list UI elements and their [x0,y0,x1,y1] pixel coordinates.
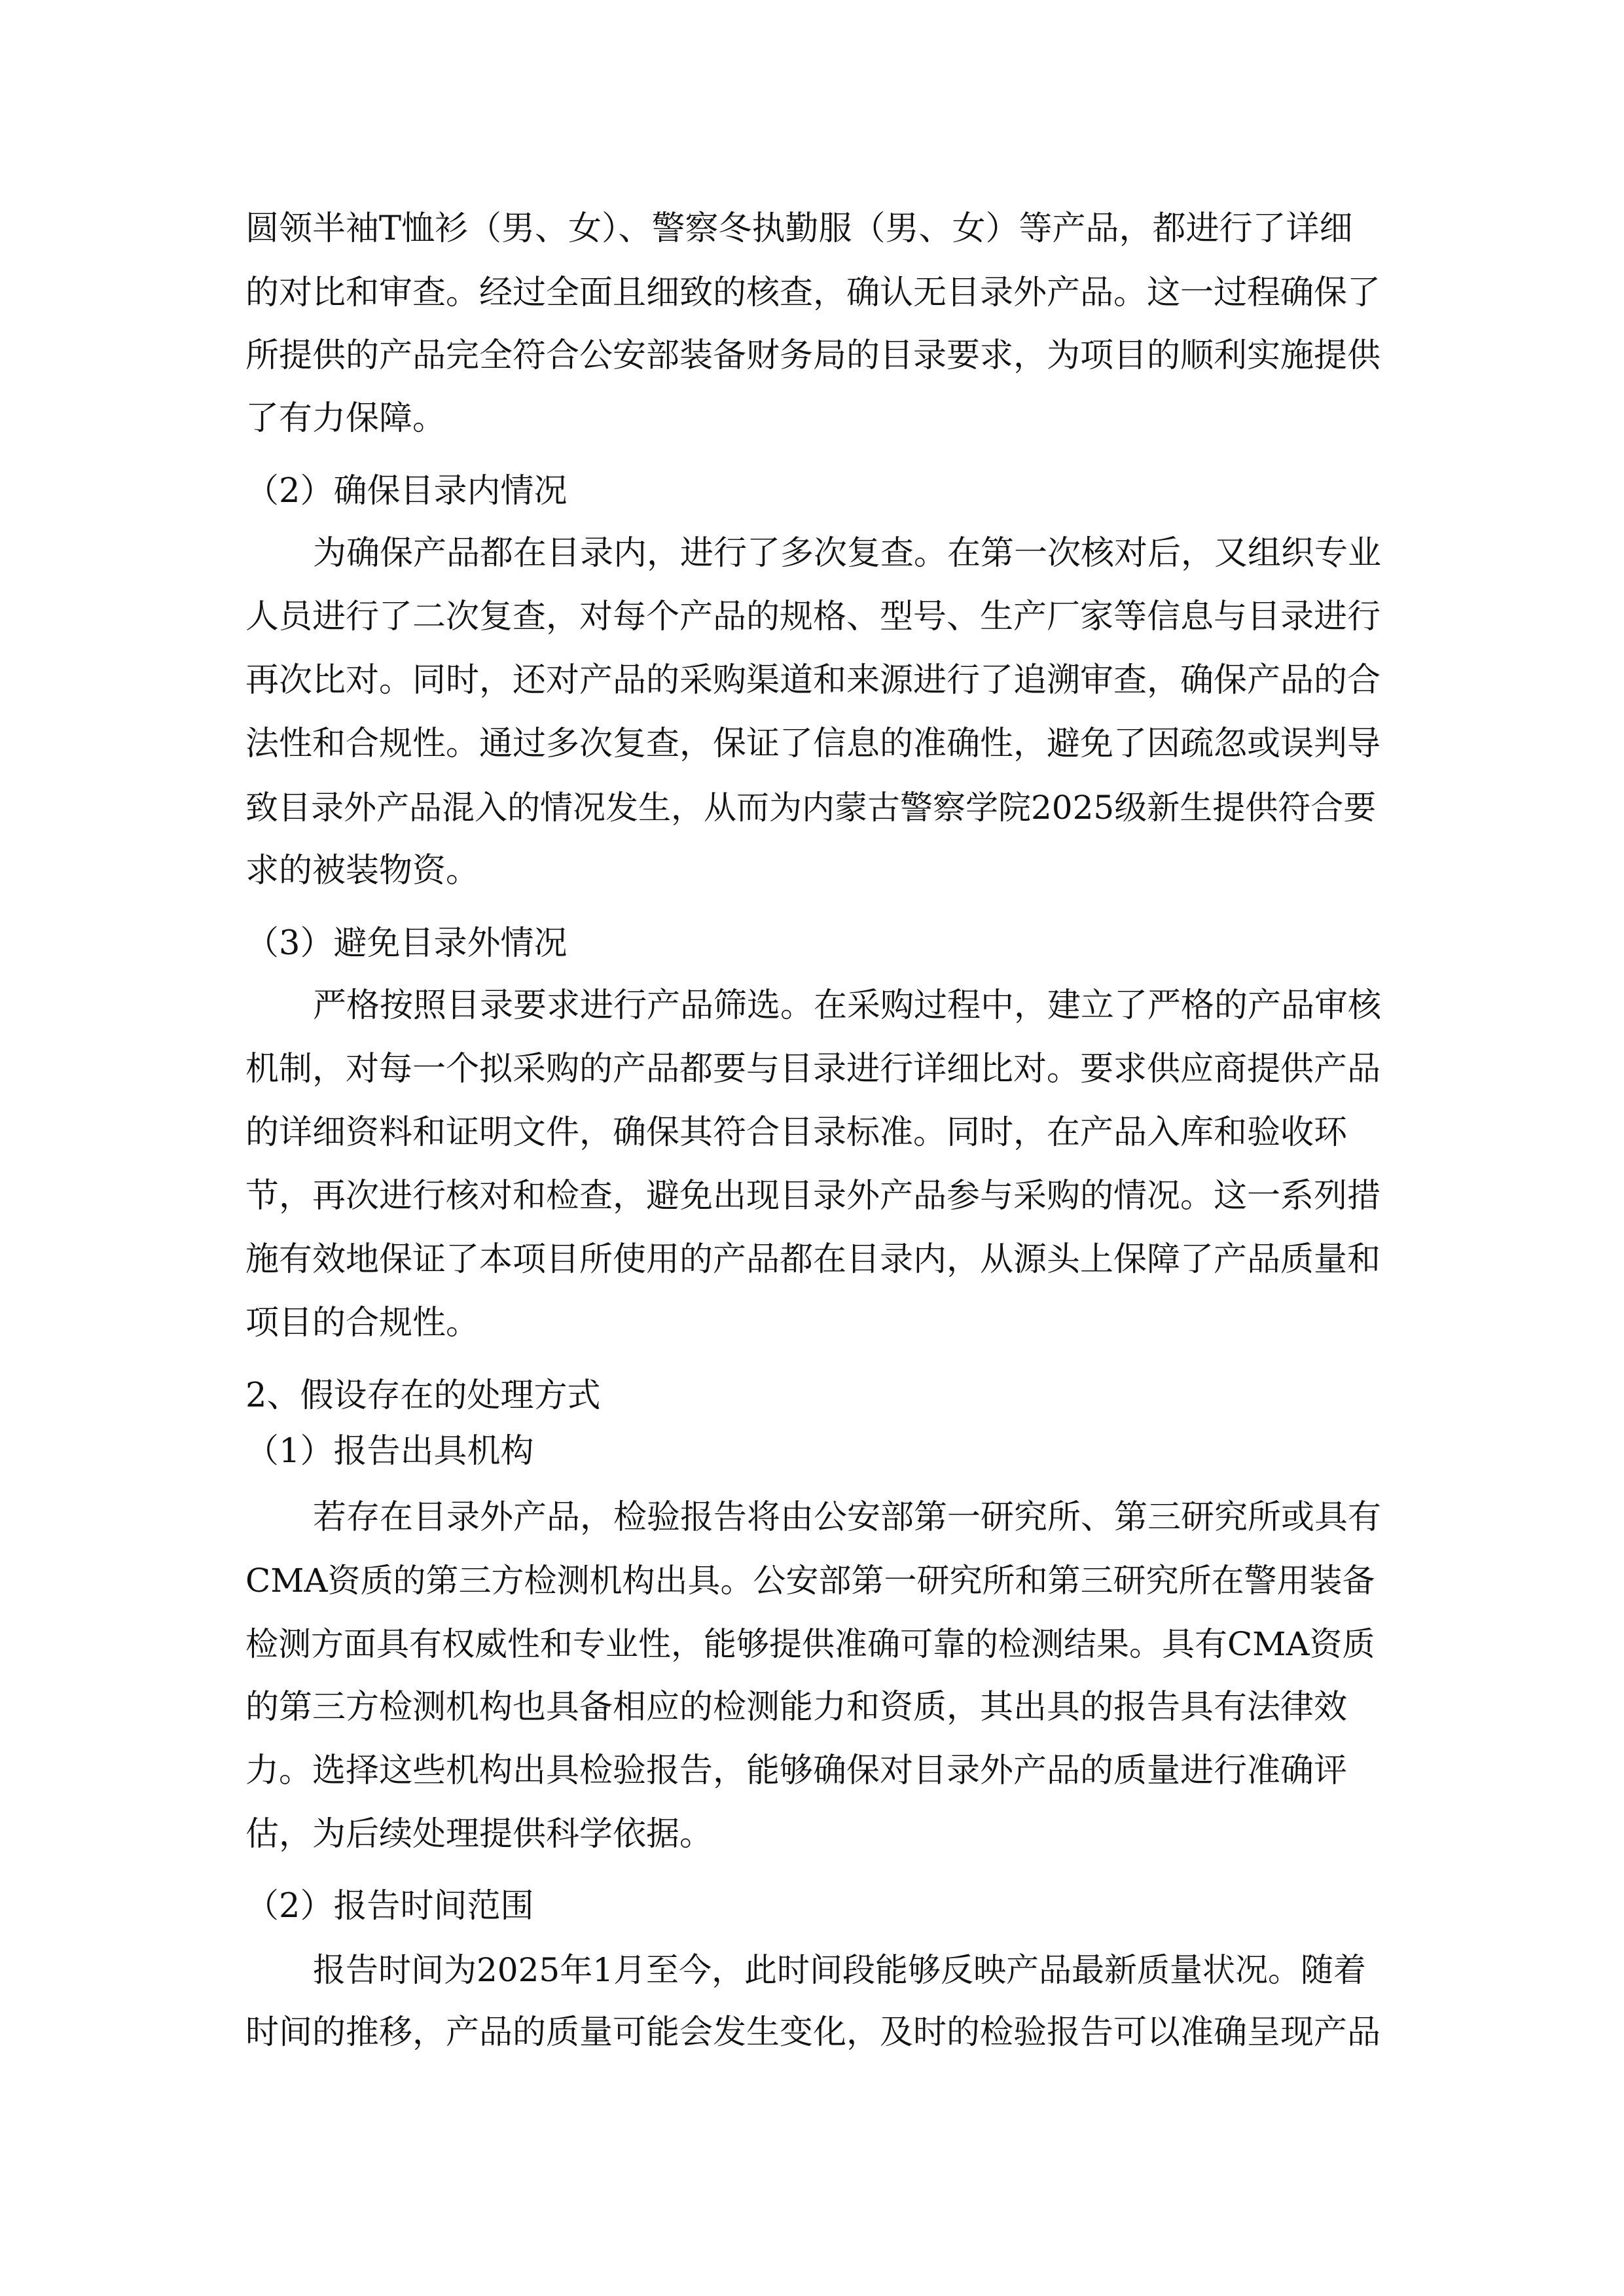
section-heading: （3）避免目录外情况 [245,924,568,963]
paragraph-line: 力。选择这些机构出具检验报告，能够确保对目录外产品的质量进行准确评 [245,1751,1348,1790]
paragraph-line: 圆领半袖T恤衫（男、女）、警察冬执勤服（男、女）等产品，都进行了详细 [245,209,1353,248]
paragraph-line: 了有力保障。 [245,399,446,438]
paragraph-line: 机制，对每一个拟采购的产品都要与目录进行详细比对。要求供应商提供产品 [245,1050,1381,1088]
paragraph-line: 人员进行了二次复查，对每个产品的规格、型号、生产厂家等信息与目录进行 [245,598,1381,636]
paragraph-line: 若存在目录外产品，检验报告将由公安部第一研究所、第三研究所或具有 [313,1498,1382,1537]
paragraph-line: 法性和合规性。通过多次复查，保证了信息的准确性，避免了因疏忽或误判导 [245,725,1381,763]
paragraph-line: 时间的推移，产品的质量可能会发生变化，及时的检验报告可以准确呈现产品 [245,2013,1381,2052]
section-heading: 2、假设存在的处理方式 [245,1376,601,1415]
paragraph-line: 项目的合规性。 [245,1304,480,1342]
paragraph-line: 所提供的产品完全符合公安部装备财务局的目录要求，为项目的顺利实施提供 [245,336,1381,375]
section-heading: （1）报告出具机构 [245,1432,534,1471]
paragraph-line: 求的被装物资。 [245,852,480,890]
paragraph-line: 的对比和审查。经过全面且细致的核查，确认无目录外产品。这一过程确保了 [245,274,1381,312]
section-heading: （2）报告时间范围 [245,1887,534,1926]
paragraph-line: 致目录外产品混入的情况发生，从而为内蒙古警察学院2025级新生提供符合要 [245,789,1377,827]
paragraph-line: 报告时间为2025年1月至今，此时间段能够反映产品最新质量状况。随着 [313,1951,1367,1989]
paragraph-line: 严格按照目录要求进行产品筛选。在采购过程中，建立了严格的产品审核 [313,986,1382,1025]
paragraph-line: 检测方面具有权威性和专业性，能够提供准确可靠的检测结果。具有CMA资质 [245,1625,1375,1663]
paragraph-line: 估，为后续处理提供科学依据。 [245,1815,713,1854]
section-heading: （2）确保目录内情况 [245,472,568,511]
paragraph-line: 为确保产品都在目录内，进行了多次复查。在第一次核对后，又组织专业 [313,534,1382,573]
paragraph-line: 节，再次进行核对和检查，避免出现目录外产品参与采购的情况。这一系列措 [245,1177,1381,1215]
paragraph-line: 的第三方检测机构也具备相应的检测能力和资质，其出具的报告具有法律效 [245,1688,1348,1727]
paragraph-line: 的详细资料和证明文件，确保其符合目录标准。同时，在产品入库和验收环 [245,1113,1348,1152]
paragraph-line: 再次比对。同时，还对产品的采购渠道和来源进行了追溯审查，确保产品的合 [245,661,1381,700]
paragraph-line: 施有效地保证了本项目所使用的产品都在目录内，从源头上保障了产品质量和 [245,1240,1381,1279]
paragraph-line: CMA资质的第三方检测机构出具。公安部第一研究所和第三研究所在警用装备 [245,1562,1375,1600]
